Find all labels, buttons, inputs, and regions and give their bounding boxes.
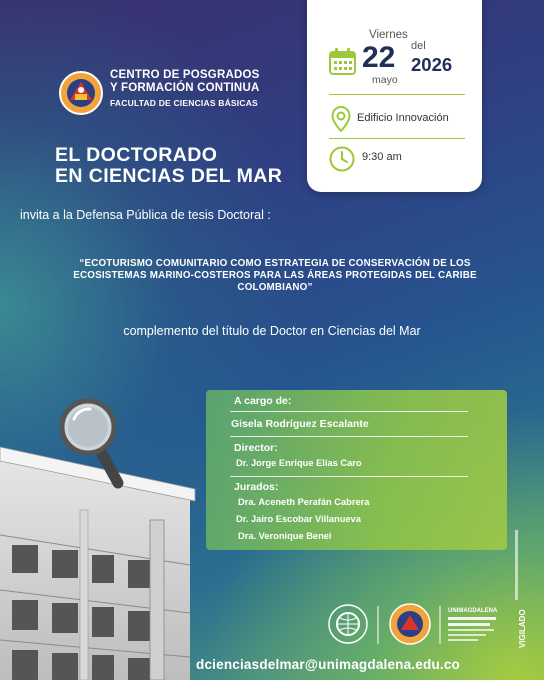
director-label: Director: [234, 442, 278, 454]
vigilado-seal [514, 530, 528, 650]
event-day: 22 [362, 41, 396, 74]
program-title [55, 145, 282, 187]
thesis-title-line-1: “ECOTURISMO COMUNITARIO COMO ESTRATEGIA DE CONSERVACIÓN DE LOS [79, 258, 471, 269]
jury-member: Dr. Jairo Escobar Villanueva [236, 514, 361, 524]
program-title-line-2: EN CIENCIAS DEL MAR [55, 165, 283, 187]
committee-panel [206, 390, 507, 550]
vigilado-label: VIGILADO [518, 609, 527, 648]
panel-divider [230, 476, 468, 477]
event-weekday: Viernes [369, 29, 408, 41]
card-divider [329, 94, 465, 95]
institution-name [110, 69, 259, 110]
university-seal-icon [58, 70, 104, 116]
globe-logo-icon [329, 605, 367, 643]
event-month: mayo [372, 74, 398, 86]
presenter-label: A cargo de: [234, 395, 292, 407]
thesis-title-line-3: COLOMBIANO” [237, 282, 313, 293]
event-del: del [411, 40, 426, 52]
accreditation-badges [328, 600, 508, 650]
event-venue: Edificio Innovación [357, 112, 449, 124]
card-divider [329, 138, 465, 139]
clock-icon [329, 146, 355, 172]
calendar-icon [329, 48, 356, 75]
degree-complement: complemento del título de Doctor en Ciencias del Mar [123, 324, 421, 338]
contact-email-link[interactable]: dcienciasdelmar@unimagdalena.edu.co [196, 657, 460, 672]
jury-label: Jurados: [234, 481, 279, 493]
jury-member: Dra. Veronique Benei [238, 531, 332, 541]
building-photo [0, 385, 210, 680]
panel-divider [230, 411, 468, 412]
program-title-line-1: EL DOCTORADO [55, 144, 218, 166]
event-time: 9:30 am [362, 151, 402, 163]
institution-line-2: Y FORMACIÓN CONTINUA [110, 82, 260, 94]
thesis-title [20, 258, 530, 294]
event-year: 2026 [411, 54, 453, 75]
panel-divider [230, 436, 468, 437]
faculty-name: FACULTAD DE CIENCIAS BÁSICAS [110, 98, 258, 108]
thesis-title-line-2: ECOSISTEMAS MARINO-COSTEROS PARA LAS ÁREAS PROTEGIDAS DEL CARIBE [73, 270, 477, 281]
location-pin-icon [331, 106, 351, 132]
director-name: Dr. Jorge Enrique Elías Caro [236, 458, 362, 468]
badge-brand: UNIMAGDALENA [448, 608, 498, 614]
invitation-text: invita a la Defensa Pública de tesis Doctoral : [20, 208, 271, 222]
university-crest-icon [390, 604, 430, 644]
institution-line-1: CENTRO DE POSGRADOS [110, 69, 260, 81]
event-info-card [307, 0, 482, 192]
presenter-name: Gisela Rodríguez Escalante [231, 418, 369, 430]
jury-member: Dra. Aceneth Perafán Cabrera [238, 497, 370, 507]
